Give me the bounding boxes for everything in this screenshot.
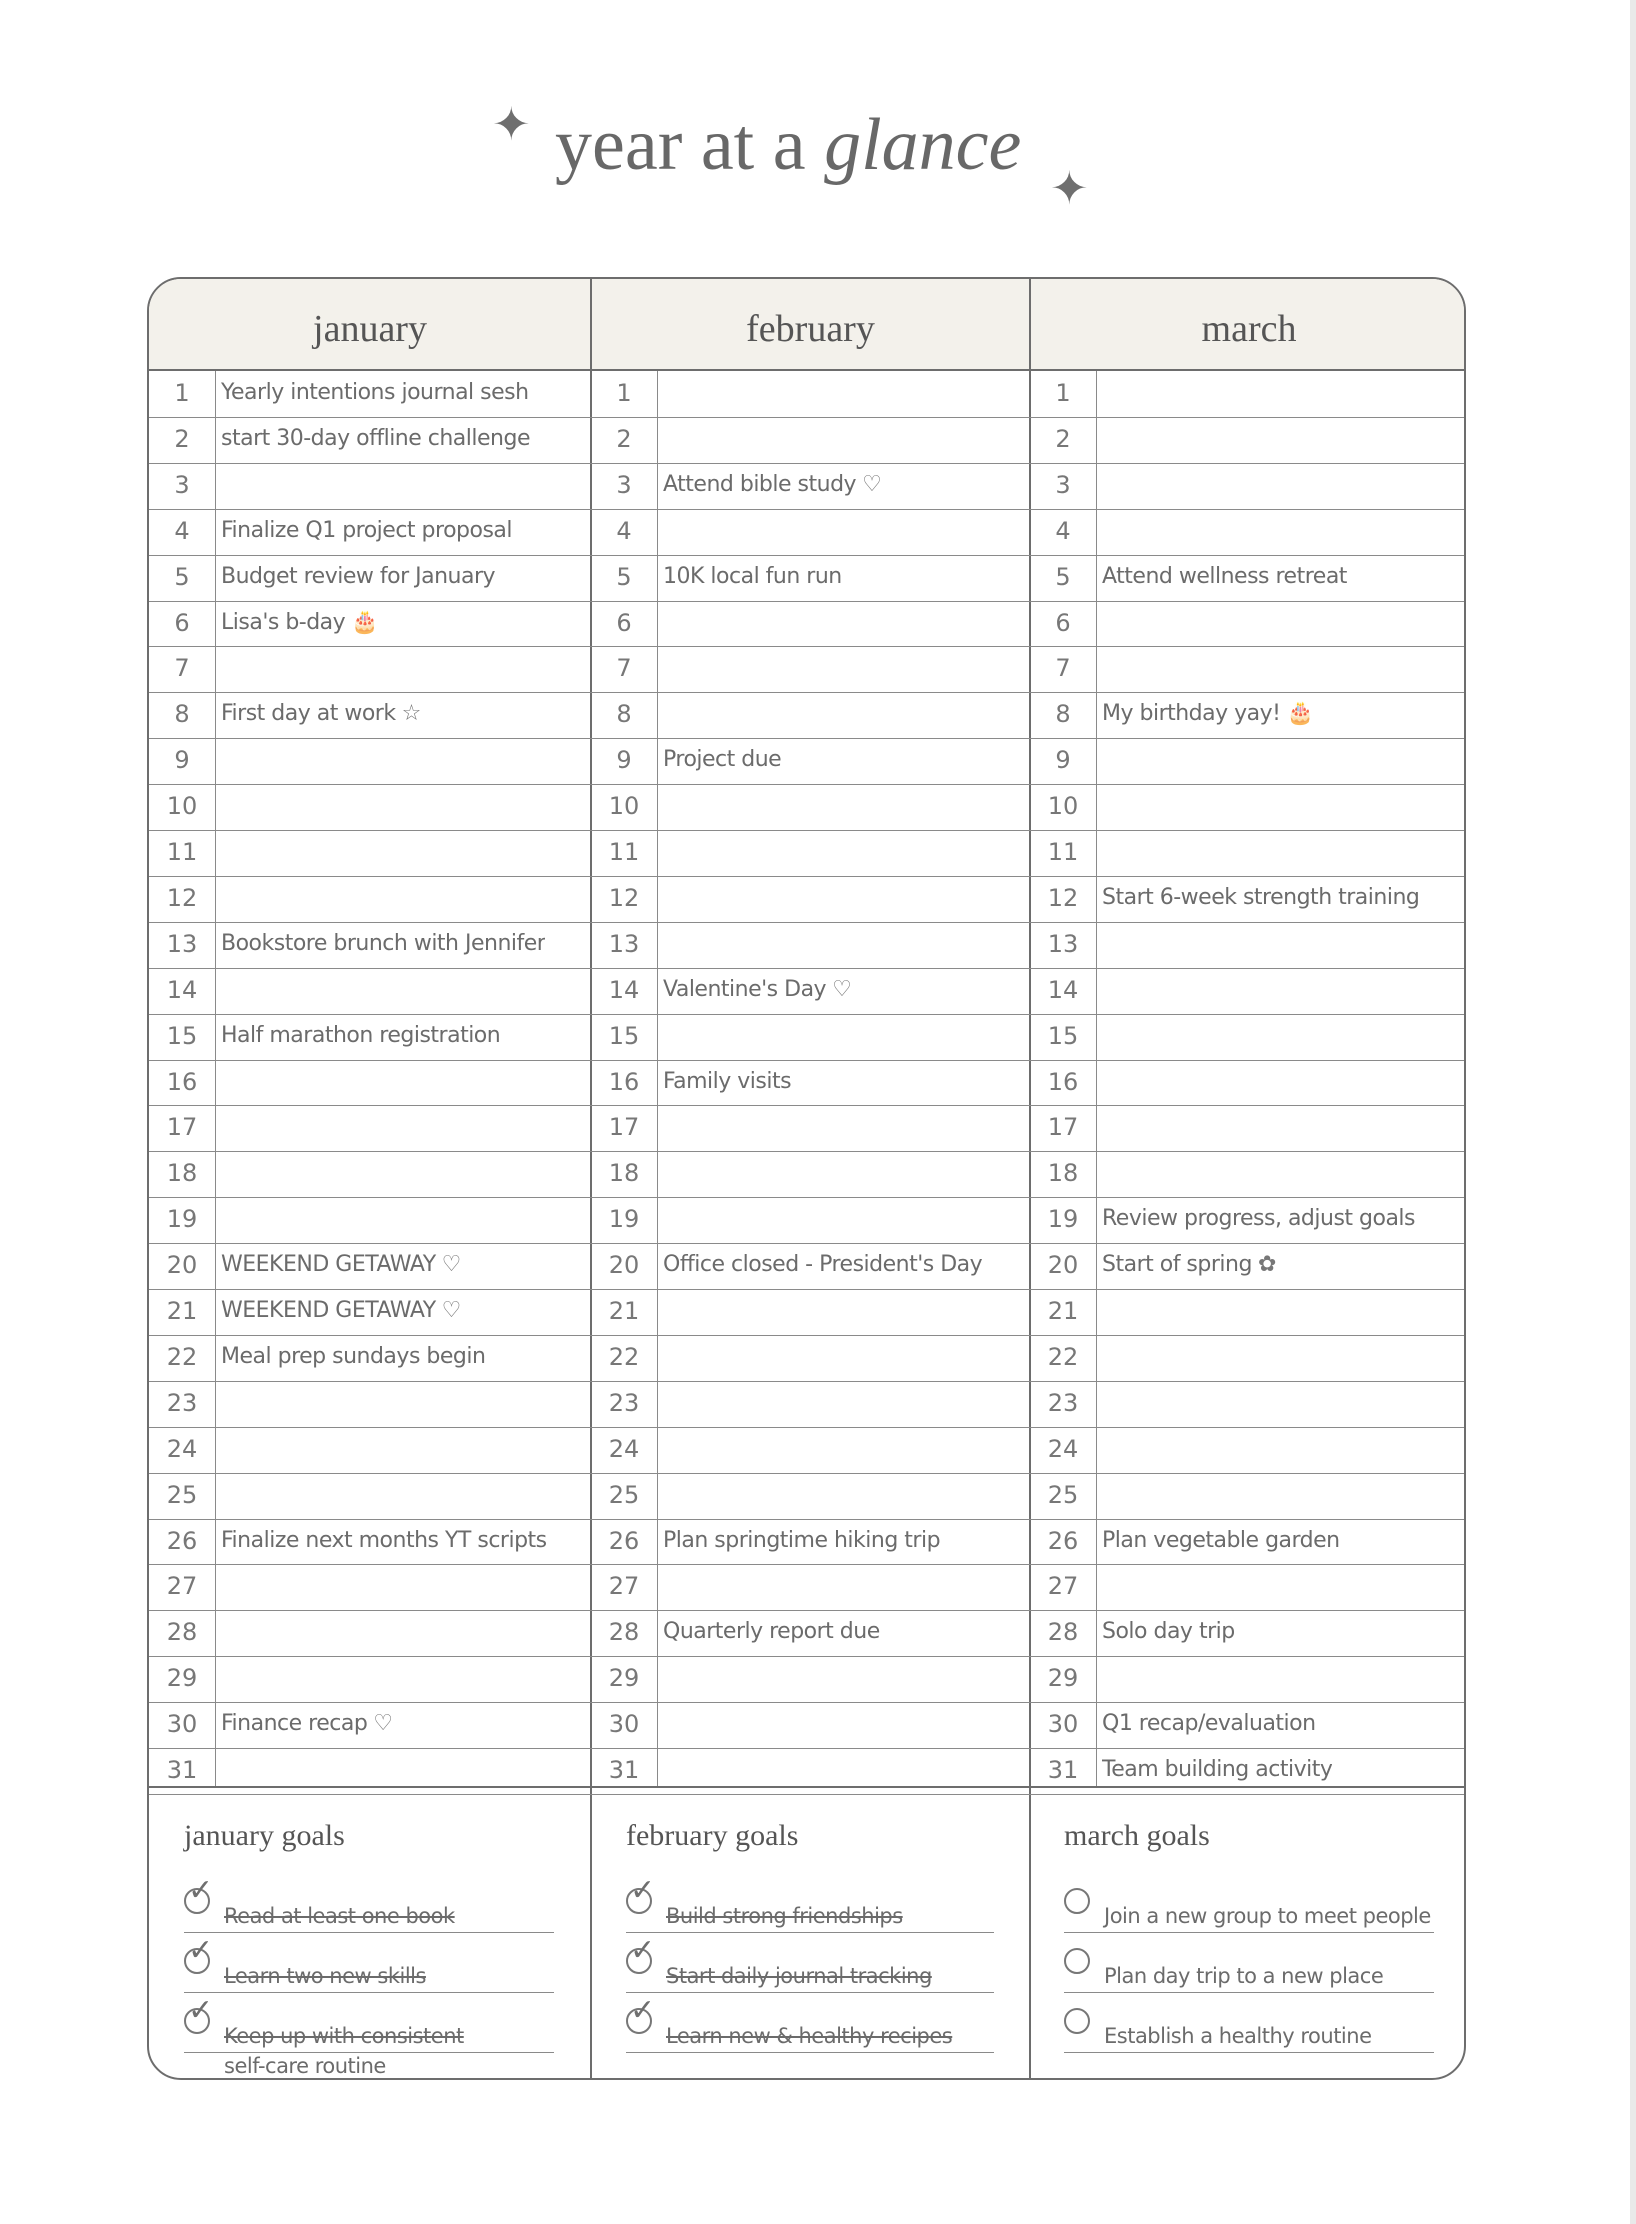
row-line (149, 830, 1464, 831)
day-number: 19 (1047, 1205, 1079, 1234)
sparkle-icon: ✦ (1050, 161, 1089, 215)
day-number: 17 (608, 1113, 640, 1142)
event-text: Plan vegetable garden (1102, 1527, 1340, 1553)
goal-underline (184, 1992, 554, 1993)
title-italic: glance (824, 104, 1022, 186)
event-entry[interactable] (221, 1014, 500, 1060)
day-number: 22 (608, 1342, 640, 1371)
goal-underline (626, 2052, 994, 2053)
goal-text: Join a new group to meet people (1104, 1904, 1431, 1928)
day-number: 3 (616, 470, 632, 499)
goal-text: Read at least one book (224, 1904, 455, 1928)
event-text: Half marathon registration (221, 1022, 501, 1048)
day-number: 2 (1055, 424, 1071, 453)
row-line (149, 1381, 1464, 1382)
row-line (149, 784, 1464, 785)
day-number: 23 (166, 1388, 198, 1417)
row-line (149, 1656, 1464, 1657)
day-number: 26 (166, 1526, 198, 1555)
event-text: First day at work (221, 701, 396, 727)
goal-underline (1064, 1932, 1434, 1933)
day-number: 25 (1047, 1480, 1079, 1509)
day-number: 14 (166, 975, 198, 1004)
day-number: 4 (1055, 516, 1071, 545)
day-number: 15 (608, 1021, 640, 1050)
day-number: 24 (166, 1434, 198, 1463)
event-text: Lisa's b-day (221, 609, 346, 635)
event-text: 10K local fun run (663, 563, 842, 589)
day-number: 26 (1047, 1526, 1079, 1555)
day-number: 7 (174, 654, 190, 683)
day-number: 27 (1047, 1572, 1079, 1601)
day-number: 23 (1047, 1388, 1079, 1417)
sparkle-icon: ✦ (492, 97, 531, 151)
empty-circle-icon[interactable] (1064, 2008, 1090, 2034)
event-entry[interactable] (663, 738, 781, 784)
event-entry[interactable] (663, 1060, 791, 1106)
row-line (149, 1060, 1464, 1061)
goal-text: Build strong friendships (666, 1904, 903, 1928)
checkmark-icon: ✓ (630, 1873, 656, 1908)
month-header-march: march (1201, 308, 1297, 350)
heart-bloom-icon: ♡ (832, 976, 852, 1002)
goal-item[interactable] (184, 1933, 554, 2000)
day-number: 26 (608, 1526, 640, 1555)
planner-grid (147, 277, 1466, 2080)
event-entry[interactable] (1102, 1519, 1340, 1565)
day-number: 10 (166, 792, 198, 821)
event-entry[interactable] (221, 1335, 485, 1381)
day-number: 10 (1047, 792, 1079, 821)
empty-circle-icon[interactable] (1064, 1948, 1090, 1974)
event-entry[interactable] (221, 601, 378, 647)
day-number: 18 (166, 1159, 198, 1188)
day-number: 16 (166, 1067, 198, 1096)
day-number: 1 (174, 379, 190, 407)
day-number: 20 (166, 1251, 198, 1280)
page-edge (1630, 0, 1636, 2224)
event-text: WEEKEND GETAWAY (221, 1252, 436, 1278)
event-text: Budget review for January (221, 563, 496, 589)
event-text: Start 6-week strength training (1102, 884, 1420, 910)
day-number: 27 (608, 1572, 640, 1601)
event-entry[interactable] (663, 1519, 940, 1565)
cake-icon: 🎂 (1286, 701, 1314, 727)
event-text: Office closed - President's Day (663, 1252, 983, 1278)
event-entry[interactable] (663, 1610, 880, 1656)
day-number: 30 (608, 1710, 640, 1739)
event-text: My birthday yay! (1102, 701, 1281, 727)
checkmark-icon: ✓ (630, 1993, 656, 2028)
row-line (149, 646, 1464, 647)
day-number: 17 (1047, 1113, 1079, 1142)
row-line (149, 1794, 1464, 1795)
day-number: 18 (1047, 1159, 1079, 1188)
event-entry[interactable] (221, 417, 530, 463)
event-text: Attend bible study (663, 471, 857, 497)
day-number: 24 (1047, 1434, 1079, 1463)
event-entry[interactable] (1102, 1610, 1235, 1656)
event-text: Solo day trip (1102, 1619, 1235, 1645)
heart-icon: ♡ (441, 1298, 461, 1323)
day-number: 12 (166, 883, 198, 912)
day-number: 15 (1047, 1021, 1079, 1050)
cake-icon: 🎂 (351, 609, 379, 635)
day-number: 16 (608, 1067, 640, 1096)
day-number: 23 (608, 1388, 640, 1417)
goal-item[interactable] (626, 1993, 994, 2060)
day-number: 6 (1055, 608, 1071, 637)
event-text: Attend wellness retreat (1102, 563, 1347, 589)
day-number: 15 (166, 1021, 198, 1050)
day-number: 5 (1055, 562, 1071, 591)
day-number: 9 (1055, 746, 1071, 775)
day-number: 1 (616, 379, 632, 407)
day-number: 13 (166, 929, 198, 958)
row-line (149, 1427, 1464, 1428)
goal-item[interactable] (1064, 1944, 1434, 2000)
day-number: 16 (1047, 1067, 1079, 1096)
goal-underline (184, 1932, 554, 1933)
day-number: 5 (174, 562, 190, 591)
day-column-divider (657, 371, 658, 1786)
day-number: 19 (608, 1205, 640, 1234)
goal-underline (626, 1932, 994, 1933)
day-number: 11 (166, 838, 198, 866)
event-text: Yearly intentions journal sesh (221, 380, 529, 405)
goal-text-continued: self-care routine (224, 2054, 386, 2078)
row-line (149, 1151, 1464, 1152)
goal-item[interactable] (1064, 1884, 1434, 1940)
day-number: 9 (174, 746, 190, 775)
empty-circle-icon[interactable] (1064, 1888, 1090, 1914)
event-text: Family visits (663, 1068, 792, 1094)
goal-text: Establish a healthy routine (1104, 2024, 1372, 2048)
day-column-divider (215, 371, 216, 1786)
event-text: Team building activity (1102, 1757, 1333, 1782)
goal-text: Learn new & healthy recipes (666, 2024, 953, 2048)
event-text: Finalize next months YT scripts (221, 1527, 547, 1553)
day-number: 29 (1047, 1664, 1079, 1693)
day-number: 7 (616, 654, 632, 683)
day-number: 3 (174, 470, 190, 499)
day-number: 31 (1047, 1756, 1079, 1784)
goal-item[interactable] (1064, 2004, 1434, 2060)
heart-bloom-icon: ♡ (862, 471, 882, 497)
event-entry[interactable] (1102, 1243, 1276, 1289)
day-number: 10 (608, 792, 640, 821)
day-number: 20 (608, 1251, 640, 1280)
day-number: 6 (174, 608, 190, 637)
event-entry[interactable] (1102, 1748, 1332, 1794)
heart-bloom-icon: ♡ (373, 1711, 393, 1737)
day-number: 20 (1047, 1251, 1079, 1280)
day-column-divider (1096, 371, 1097, 1786)
day-number: 27 (166, 1572, 198, 1601)
day-number: 5 (616, 562, 632, 591)
goal-item[interactable] (626, 1873, 994, 1940)
event-entry[interactable] (221, 555, 495, 601)
event-text: start 30-day offline challenge (221, 425, 530, 451)
day-number: 4 (616, 516, 632, 545)
event-text: Plan springtime hiking trip (663, 1527, 941, 1553)
day-number: 14 (608, 975, 640, 1004)
checkmark-icon: ✓ (188, 1993, 214, 2028)
event-entry[interactable] (663, 463, 881, 509)
day-number: 31 (608, 1756, 640, 1784)
day-number: 24 (608, 1434, 640, 1463)
event-text: Valentine's Day (663, 976, 827, 1002)
title-text (555, 95, 1021, 195)
month-header-february: february (746, 308, 875, 350)
day-number: 25 (608, 1480, 640, 1509)
event-text: Review progress, adjust goals (1102, 1206, 1416, 1232)
goal-underline (1064, 2052, 1434, 2053)
event-entry[interactable] (221, 1702, 393, 1748)
day-number: 21 (608, 1297, 640, 1325)
checkmark-icon: ✓ (630, 1933, 656, 1968)
day-number: 22 (1047, 1342, 1079, 1371)
event-entry[interactable] (221, 1243, 461, 1289)
goals-title-january: january goals (184, 1819, 345, 1852)
day-number: 30 (1047, 1710, 1079, 1739)
row-line (149, 1105, 1464, 1106)
day-number: 8 (616, 700, 632, 729)
event-entry[interactable] (663, 555, 842, 601)
event-entry[interactable] (221, 922, 545, 968)
goal-underline (626, 1992, 994, 1993)
goal-item[interactable] (626, 1933, 994, 2000)
day-number: 22 (166, 1342, 198, 1371)
goal-text: Learn two new skills (224, 1964, 426, 1988)
day-number: 3 (1055, 470, 1071, 499)
title-plain: year at a (555, 104, 806, 186)
goal-underline (184, 2052, 554, 2053)
event-entry[interactable] (221, 371, 529, 417)
event-text: Project due (663, 747, 782, 773)
day-number: 13 (608, 929, 640, 958)
day-number: 8 (174, 700, 190, 729)
event-entry[interactable] (1102, 1197, 1415, 1243)
event-entry[interactable] (663, 968, 851, 1014)
event-text: Finalize Q1 project proposal (221, 517, 513, 543)
day-number: 17 (166, 1113, 198, 1142)
row-line (149, 738, 1464, 739)
page-title (0, 95, 1636, 215)
day-number: 29 (166, 1664, 198, 1693)
goals-title-march: march goals (1064, 1819, 1210, 1852)
day-number: 2 (174, 424, 190, 453)
day-number: 30 (166, 1710, 198, 1739)
day-number: 28 (1047, 1618, 1079, 1647)
day-number: 28 (608, 1618, 640, 1647)
month-header-row (149, 279, 1464, 371)
event-entry[interactable] (1102, 1702, 1316, 1748)
day-number: 2 (616, 424, 632, 453)
event-entry[interactable] (1102, 692, 1313, 738)
event-text: WEEKEND GETAWAY (221, 1298, 436, 1323)
event-text: Start of spring (1102, 1252, 1252, 1278)
month-header-january: january (313, 308, 427, 350)
goal-text: Plan day trip to a new place (1104, 1964, 1384, 1988)
day-number: 11 (608, 838, 640, 866)
event-entry[interactable] (221, 1289, 461, 1335)
goal-item[interactable] (184, 1873, 554, 1940)
event-entry[interactable] (1102, 555, 1347, 601)
day-number: 28 (166, 1618, 198, 1647)
day-number: 13 (1047, 929, 1079, 958)
checkmark-icon: ✓ (188, 1933, 214, 1968)
star-icon: ☆ (401, 701, 421, 727)
goals-title-february: february goals (626, 1819, 799, 1852)
event-entry[interactable] (1102, 876, 1419, 922)
day-number: 25 (166, 1480, 198, 1509)
day-number: 4 (174, 516, 190, 545)
day-number: 21 (1047, 1297, 1079, 1325)
heart-icon: ♡ (441, 1252, 461, 1278)
day-number: 21 (166, 1297, 198, 1325)
event-text: Meal prep sundays begin (221, 1343, 486, 1369)
day-number: 29 (608, 1664, 640, 1693)
day-number: 14 (1047, 975, 1079, 1004)
goal-text: Start daily journal tracking (666, 1964, 932, 1988)
event-entry[interactable] (221, 692, 421, 738)
day-number: 7 (1055, 654, 1071, 683)
row-line (149, 1564, 1464, 1565)
goal-text: Keep up with consistent (224, 2024, 464, 2048)
row-line (149, 1473, 1464, 1474)
day-number: 18 (608, 1159, 640, 1188)
event-text: Q1 recap/evaluation (1102, 1711, 1316, 1737)
day-number: 1 (1055, 379, 1071, 407)
day-number: 12 (608, 883, 640, 912)
day-number: 31 (166, 1756, 198, 1784)
goal-item[interactable] (184, 1993, 554, 2078)
day-number: 11 (1047, 838, 1079, 866)
flower-icon: ✿ (1257, 1252, 1276, 1278)
day-number: 9 (616, 746, 632, 775)
event-entry[interactable] (663, 1243, 982, 1289)
event-text: Finance recap (221, 1711, 368, 1737)
event-text: Bookstore brunch with Jennifer (221, 930, 546, 956)
goal-underline (1064, 1992, 1434, 1993)
day-number: 6 (616, 608, 632, 637)
event-entry[interactable] (221, 509, 512, 555)
day-number: 8 (1055, 700, 1071, 729)
day-number: 12 (1047, 883, 1079, 912)
day-number: 19 (166, 1205, 198, 1234)
checkmark-icon: ✓ (188, 1873, 214, 1908)
event-text: Quarterly report due (663, 1619, 880, 1645)
event-entry[interactable] (221, 1519, 547, 1565)
